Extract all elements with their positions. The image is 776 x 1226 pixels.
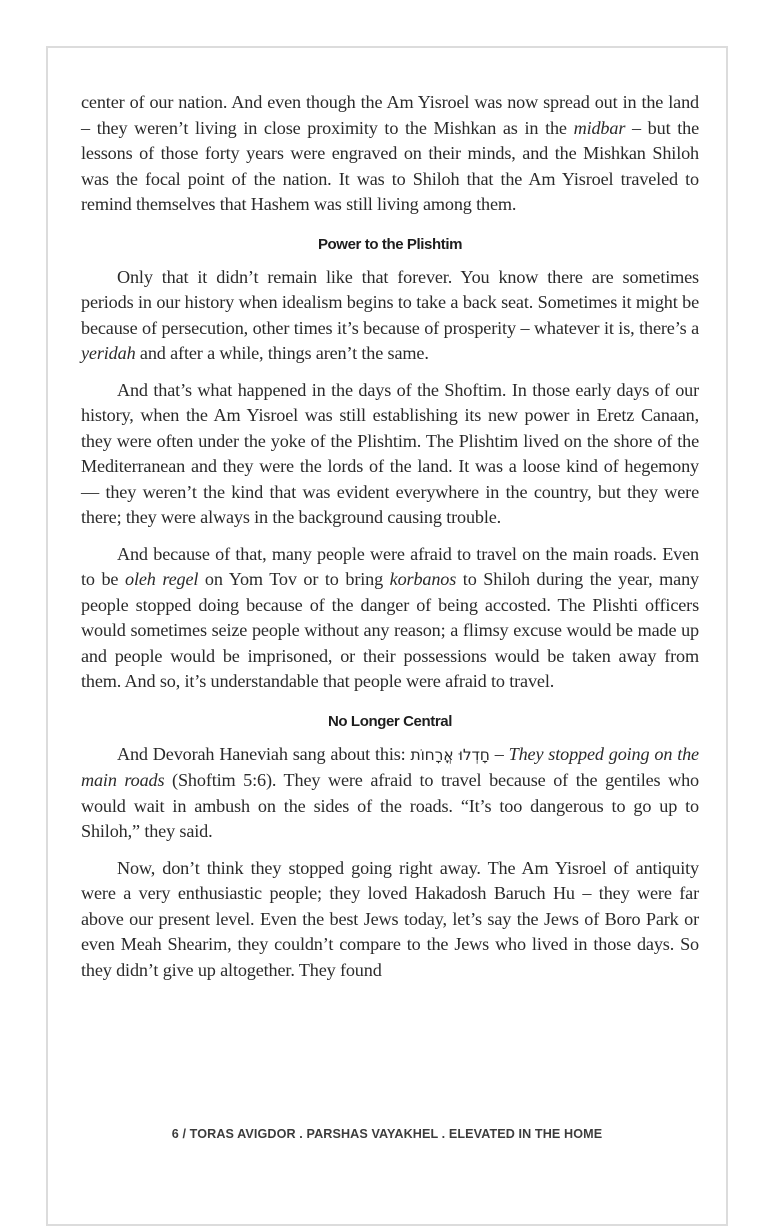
- italic-term: oleh regel: [125, 569, 199, 589]
- paragraph-3: [81, 378, 699, 531]
- paragraph-text: And because of that, many people were afraid to travel on the main roads. Even to be: [81, 543, 699, 589]
- hebrew-quote: חָדְלוּ אֳרָחוֹת: [410, 745, 490, 764]
- paragraph-text: And Devorah Haneviah sang about this:: [117, 743, 411, 764]
- section-heading-no-longer-central: No Longer Central: [327, 712, 453, 730]
- italic-term: midbar: [573, 117, 626, 138]
- paragraph-4: [81, 542, 699, 695]
- paragraph-6: [81, 856, 699, 984]
- paragraph-2: [81, 265, 699, 367]
- section-heading-power-to-the-plishtim: Power to the Plishtim: [317, 235, 463, 253]
- paragraph-text: – but the lessons of those forty years were engraved on their minds, and the Mishkan Shiloh was the focal point of the nation. It was to Shiloh that the Am Yisroel traveled to remind themselves that Hashem was still living among them.: [81, 117, 699, 214]
- italic-term: yeridah: [81, 343, 136, 363]
- paragraph-text: Now, don’t think they stopped going right away. The Am Yisroel of antiquity were a very enthusiastic people; they loved Hakadosh Baruch Hu – they were far above our present level. Even the best Jews today, let’s say the Jews of Boro Park or even Meah Shearim, they couldn’t compare to the Jews who lived in those days. So they didn’t give up altogether. They found: [81, 857, 699, 980]
- paragraph-text: center of our nation. And even though the Am Yisroel was now spread out in the land – they weren’t living in close proximity to the Mishkan as in the: [81, 92, 699, 138]
- italic-term: korbanos: [389, 569, 457, 589]
- document-page: [46, 46, 728, 1226]
- page-content: [81, 90, 699, 994]
- page-footer: 6 / TORAS AVIGDOR . PARSHAS VAYAKHEL . ELEVATED IN THE HOME: [171, 1127, 603, 1141]
- italic-translation: They stopped going on the main roads: [81, 743, 699, 790]
- paragraph-text: –: [489, 743, 509, 764]
- paragraph-text: on Yom Tov or to bring: [198, 569, 390, 589]
- paragraph-text: And that’s what happened in the days of the Shoftim. In those early days of our history, when the Am Yisroel was still establishing its new power in Eretz Canaan, they were often under the yoke of the Plishtim. The Plishtim lived on the shore of the Mediterranean and they were the lords of the land. It was a loose kind of hegemony — they weren’t the kind that was evident everywhere in the country, but they were there; they were always in the background causing trouble.: [81, 379, 699, 527]
- paragraph-1: [81, 90, 699, 218]
- paragraph-text: Only that it didn’t remain like that forever. You know there are sometimes periods in our history when idealism begins to take a back seat. Sometimes it might be because of persecution, other times it’s because of prosperity – whatever it is, there’s a: [81, 266, 699, 338]
- paragraph-text: to Shiloh during the year, many people stopped doing because of the danger of being accosted. The Plishti officers would sometimes seize people without any reason; a flimsy excuse would be made up and people would be imprisoned, or their possessions would be taken away from them. And so, it’s understandable that people were afraid to travel.: [81, 569, 699, 691]
- paragraph-text: and after a while, things aren’t the same.: [135, 343, 429, 363]
- paragraph-5: [81, 742, 699, 845]
- paragraph-text: (Shoftim 5:6). They were afraid to travel because of the gentiles who would wait in ambush on the sides of the roads. “It’s too dangerous to go up to Shiloh,” they said.: [81, 770, 699, 841]
